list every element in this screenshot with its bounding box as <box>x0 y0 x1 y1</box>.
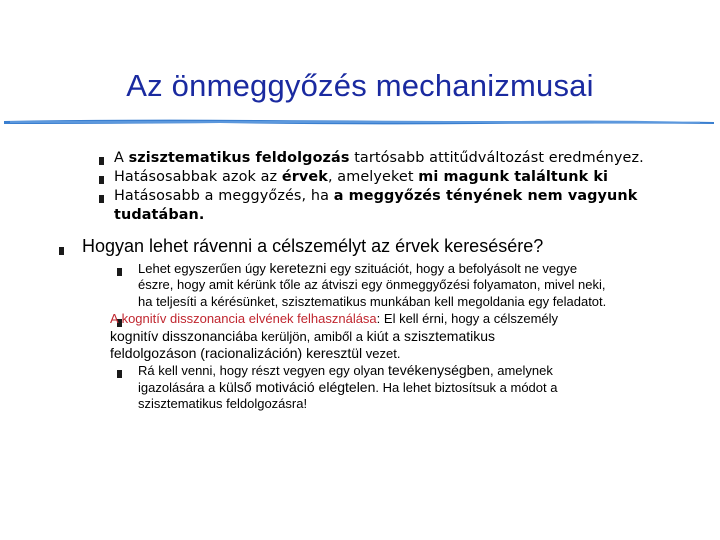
bullet-marker <box>117 268 122 276</box>
bullet-marker <box>117 370 122 378</box>
sub-item-3: Rá kell venni, hogy részt vegyen egy olyan tevékenységben, amelynek <box>138 362 553 378</box>
top-item-3: Hatásosabb a meggyőzés, ha a meggyőzés tényének nem vagyunk <box>114 188 638 204</box>
sub-item-3-line3: szisztematikus feldolgozásra! <box>138 396 308 411</box>
sub-item-1-line3: ha teljesíti a kérésünket, szisztematikus munkában kell megoldania egy feladatot. <box>138 294 607 309</box>
top-item-2: Hatásosabbak azok az érvek, amelyeket mi magunk találtunk ki <box>114 169 609 185</box>
top-item-3-cont: tudatában. <box>114 207 205 223</box>
sub-item-2-line3: feldolgozáson (racionalizáción) keresztül vezet. <box>110 345 401 361</box>
sub-item-1: Lehet egyszerűen úgy keretezni egy szituációt, hogy a befolyásolt ne vegye <box>138 260 578 276</box>
sub-item-2-line2: kognitív disszonanciába kerüljön, amiből a kiút a szisztematikus <box>110 328 496 344</box>
main-question: Hogyan lehet rávenni a célszemélyt az érvek keresésére? <box>82 236 544 256</box>
bullet-marker <box>59 247 64 255</box>
sub-item-2: A kognitív disszonancia elvének felhasználása: El kell érni, hogy a célszemély <box>110 311 559 326</box>
sub-item-3-line2: igazolására a külső motiváció elégtelen. Ha lehet biztosítsuk a módot a <box>138 379 558 395</box>
top-item-1: A szisztematikus feldolgozás tartósabb attitűdváltozást eredményez. <box>114 150 644 166</box>
slide-title: Az önmeggyőzés mechanizmusai <box>126 68 594 103</box>
sub-item-1-line2: észre, hogy amit kérünk tőle az átviszi egy önmeggyőzési folyamaton, mivel neki, <box>138 277 606 292</box>
title-underline <box>0 116 720 128</box>
bullet-marker <box>99 176 104 184</box>
bullet-marker <box>99 195 104 203</box>
bullet-marker <box>99 157 104 165</box>
